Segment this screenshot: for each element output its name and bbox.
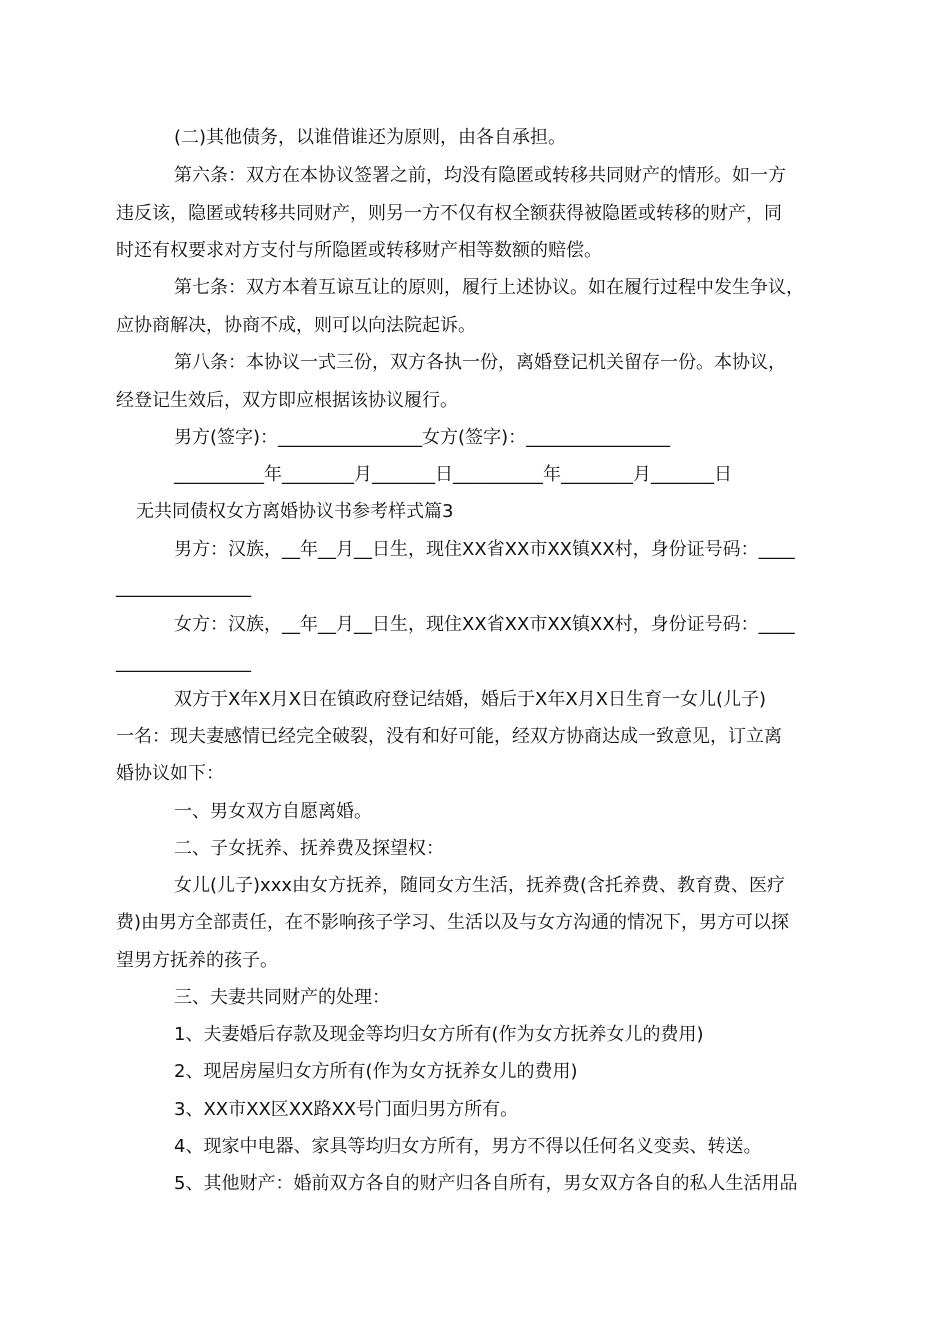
section-heading: 无共同债权女方离婚协议书参考样式篇3	[136, 501, 454, 522]
party-male-line-1: 男方：汉族，__年__月__日生，现住XX省XX市XX镇XX村，身份证号码：____	[174, 539, 795, 560]
custody-line-2: 费)由男方全部责任，在不影响孩子学习、生活以及与女方沟通的情况下，男方可以探	[116, 912, 790, 933]
signature-line: 男方(签字)：________________女方(签字)：________________	[174, 427, 671, 448]
article-8-line-2: 经登记生效后，双方即应根据该协议履行。	[116, 390, 458, 411]
date-line: __________年________月_______日__________年________月_______日	[174, 464, 732, 485]
article-6-line-2: 违反该，隐匿或转移共同财产，则另一方不仅有权全额获得被隐匿或转移的财产，同	[116, 203, 782, 224]
custody-line-1: 女儿(儿子)xxx由女方抚养，随同女方生活，抚养费(含托养费、教育费、医疗	[174, 875, 786, 896]
party-female-line-1: 女方：汉族，__年__月__日生，现住XX省XX市XX镇XX村，身份证号码：____	[174, 614, 795, 635]
marriage-paragraph-line-2: 一名：现夫妻感情已经完全破裂，没有和好可能，经双方协商达成一致意见，订立离	[116, 726, 782, 747]
property-item-1: 1、夫妻婚后存款及现金等均归女方所有(作为女方抚养女儿的费用)	[174, 1024, 704, 1045]
property-item-3: 3、XX市XX区XX路XX号门面归男方所有。	[174, 1099, 519, 1120]
article-6-line-3: 时还有权要求对方支付与所隐匿或转移财产相等数额的赔偿。	[116, 240, 602, 261]
article-7-line-2: 应协商解决，协商不成，则可以向法院起诉。	[116, 315, 476, 336]
marriage-paragraph-line-1: 双方于X年X月X日在镇政府登记结婚，婚后于X年X月X日生育一女儿(儿子)	[174, 689, 767, 710]
item-2: 二、子女抚养、抚养费及探望权：	[174, 838, 444, 859]
article-8-line-1: 第八条：本协议一式三份，双方各执一份，离婚登记机关留存一份。本协议，	[174, 352, 786, 373]
property-item-4: 4、现家中电器、家具等均归女方所有，男方不得以任何名义变卖、转送。	[174, 1136, 762, 1157]
custody-line-3: 望男方抚养的孩子。	[116, 950, 278, 971]
marriage-paragraph-line-3: 婚协议如下：	[116, 763, 224, 784]
paragraph-debt-rule: (二)其他债务，以谁借谁还为原则，由各自承担。	[174, 127, 567, 148]
party-male-line-2: _______________	[116, 577, 251, 598]
article-6-line-1: 第六条：双方在本协议签署之前，均没有隐匿或转移共同财产的情形。如一方	[174, 165, 786, 186]
property-item-2: 2、现居房屋归女方所有(作为女方抚养女儿的费用)	[174, 1061, 578, 1082]
property-item-5: 5、其他财产：婚前双方各自的财产归各自所有，男女双方各自的私人生活用品	[174, 1173, 798, 1194]
item-3: 三、夫妻共同财产的处理：	[174, 987, 390, 1008]
article-7-line-1: 第七条：双方本着互谅互让的原则，履行上述协议。如在履行过程中发生争议，	[174, 277, 804, 298]
item-1: 一、男女双方自愿离婚。	[174, 801, 372, 822]
party-female-line-2: _______________	[116, 652, 251, 673]
